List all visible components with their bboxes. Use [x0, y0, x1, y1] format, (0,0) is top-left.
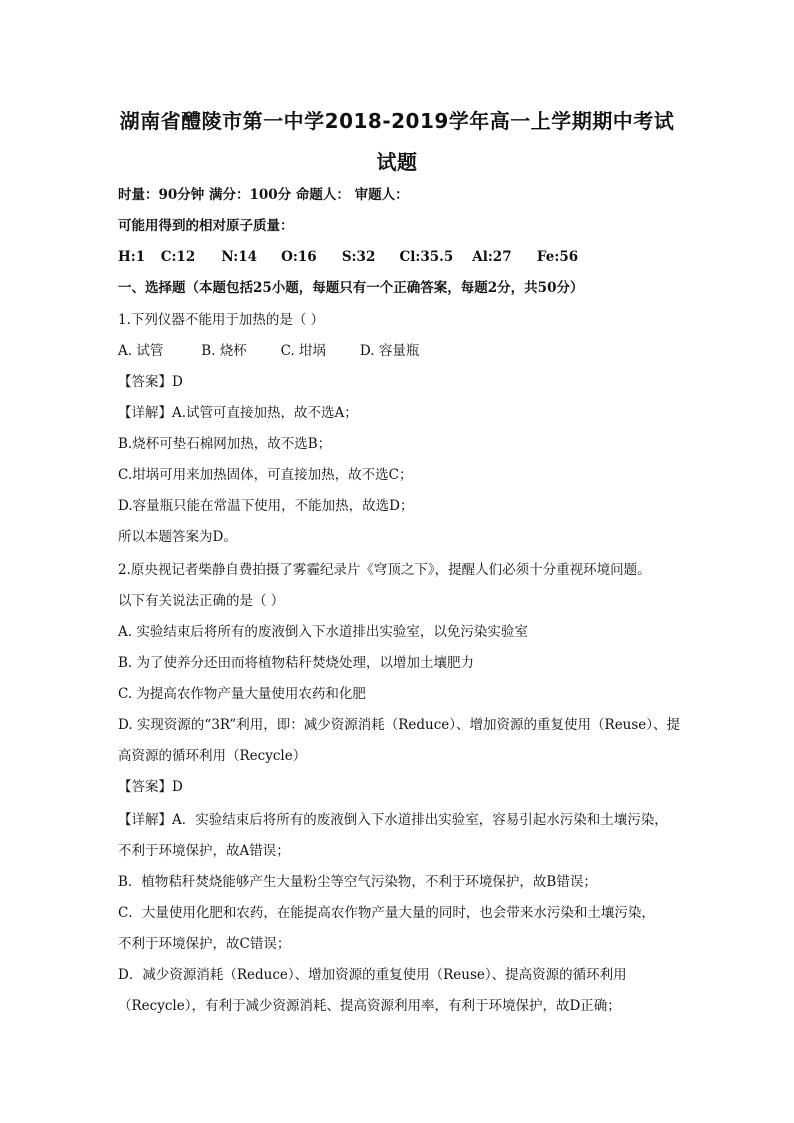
question-1-options: [118, 341, 419, 361]
question-2-detail-line: 不利于环境保护，故C错误；: [118, 936, 291, 952]
atomic-mass-item: C:12: [160, 249, 196, 265]
option-b: B. 为了使养分还田而将植物秸秆焚烧处理，以增加土壤肥力: [118, 655, 475, 671]
option-d: D. 容量瓶: [359, 343, 420, 359]
question-1-stem: 1.下列仪器不能用于加热的是（ ）: [118, 312, 325, 328]
option-b: B. 烧杯: [201, 343, 247, 359]
question-2-detail-line: B．植物秸秆焚烧能够产生大量粉尘等空气污染物，不利于环境保护，故B错误；: [118, 874, 597, 890]
atomic-mass-list: [118, 247, 578, 267]
question-2-detail-line: D．减少资源消耗（Reduce）、增加资源的重复使用（Reuse）、提高资源的循环利用: [118, 967, 627, 983]
option-d-continued: 高资源的循环利用（Recycle）: [118, 748, 307, 764]
question-2-detail-line: 不利于环境保护，故A错误；: [118, 843, 290, 859]
section-heading: 一、选择题（本题包括25小题，每题只有一个正确答案，每题2分，共50分）: [118, 280, 584, 296]
question-1-detail-line: B.烧杯可垫石棉网加热，故不选B；: [118, 436, 332, 452]
option-a: A. 试管: [118, 343, 164, 359]
question-2-detail-line: 【详解】A．实验结束后将所有的废液倒入下水道排出实验室，容易引起水污染和土壤污染，: [118, 812, 668, 828]
question-2-detail-line: C．大量使用化肥和农药，在能提高农作物产量大量的同时，也会带来水污染和土壤污染，: [118, 905, 655, 921]
option-c: C. 坩埚: [280, 343, 327, 359]
option-d: D. 实现资源的“3R”利用，即：减少资源消耗（Reduce）、增加资源的重复使用（Reuse）、提: [118, 717, 681, 733]
question-2-detail-line: （Recycle），有利于减少资源消耗、提高资源利用率，有利于环境保护，故D正确；: [118, 998, 621, 1014]
option-a: A. 实验结束后将所有的废液倒入下水道排出实验室，以免污染实验室: [118, 624, 528, 640]
question-1-detail-line: C.坩埚可用来加热固体，可直接加热，故不选C；: [118, 467, 413, 483]
atomic-mass-item: S:32: [341, 249, 376, 265]
document-title: 湖南省醴陵市第一中学2018-2019学年高一上学期期中考试: [119, 109, 675, 133]
question-1-conclusion: 所以本题答案为D。: [118, 529, 237, 545]
option-c: C. 为提高农作物产量大量使用农药和化肥: [118, 686, 366, 702]
atomic-mass-label: 可能用得到的相对原子质量：: [118, 218, 294, 234]
question-2-answer: 【答案】D: [118, 779, 183, 795]
document-title-continued: 试题: [376, 150, 418, 174]
atomic-mass-item: N:14: [221, 249, 258, 265]
atomic-mass-item: H:1: [118, 249, 146, 265]
atomic-mass-item: Fe:56: [536, 249, 579, 265]
question-2-stem-continued: 以下有关说法正确的是（ ）: [118, 593, 285, 609]
exam-meta: 时量：90分钟 满分：100分 命题人： 审题人：: [118, 187, 409, 203]
atomic-mass-item: Al:27: [472, 249, 512, 265]
question-1-answer: 【答案】D: [118, 374, 183, 390]
atomic-mass-item: O:16: [281, 249, 317, 265]
question-1-detail-line: D.容量瓶只能在常温下使用，不能加热，故选D；: [118, 498, 414, 514]
question-2-stem: 2.原央视记者柴静自费拍摄了雾霾纪录片《穹顶之下》，提醒人们必须十分重视环境问题。: [118, 562, 651, 578]
atomic-mass-item: Cl:35.5: [399, 249, 454, 265]
question-1-detail-line: 【详解】A.试管可直接加热，故不选A；: [118, 405, 358, 421]
